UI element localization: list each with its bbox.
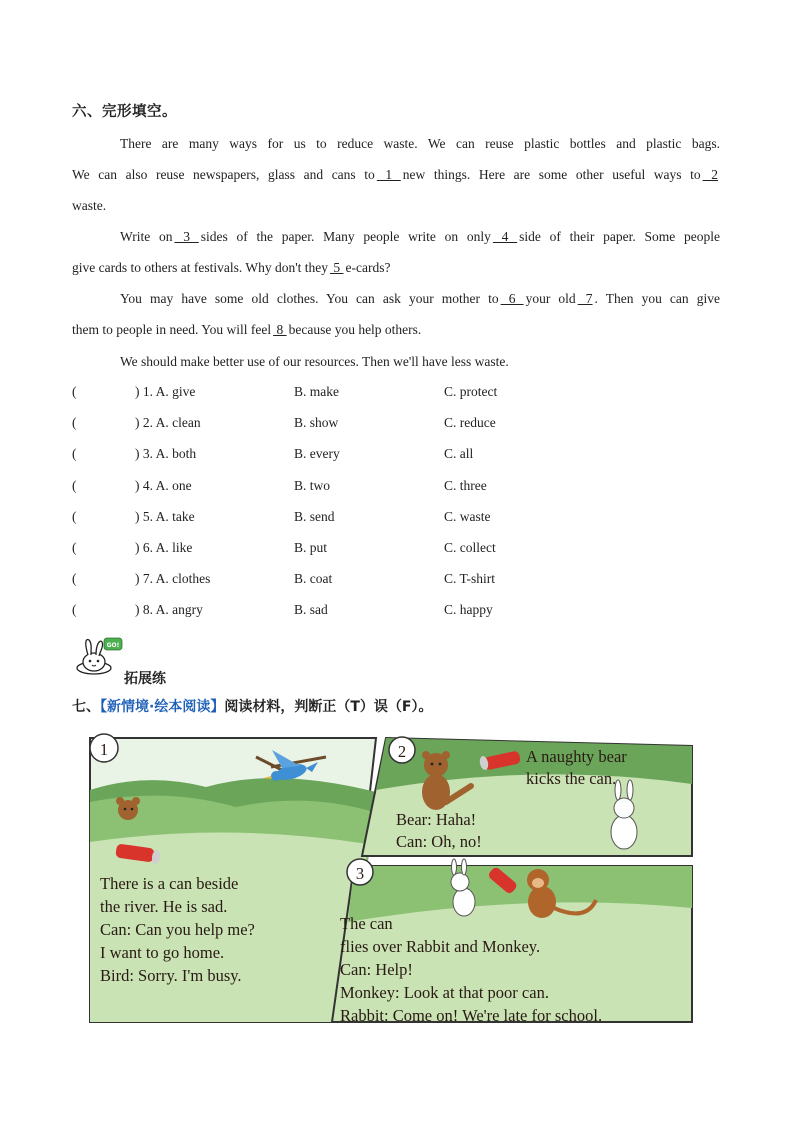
passage-line xyxy=(72,221,720,252)
panel-3-number: 3 xyxy=(355,864,365,883)
passage-text: side of their paper. Some people xyxy=(519,229,720,244)
blank-number: 6 xyxy=(500,291,524,306)
option-a: ) 2. A. clean xyxy=(135,415,201,431)
blank-number: 5 xyxy=(330,260,344,275)
option-row xyxy=(72,409,572,440)
answer-blank[interactable]: ( xyxy=(72,384,77,399)
section-7-title xyxy=(72,696,432,716)
answer-blank[interactable]: ( xyxy=(72,508,77,524)
picture-book-comic xyxy=(86,732,696,1028)
panel-1-line: Can: Can you help me? xyxy=(100,920,255,939)
passage-text: You may have some old clothes. You can ask your mother to xyxy=(120,291,499,306)
answer-blank[interactable]: ( xyxy=(72,539,77,555)
panel-3-line: flies over Rabbit and Monkey. xyxy=(340,937,541,956)
option-b: B. send xyxy=(294,508,335,524)
panel-3-line: Monkey: Look at that poor can. xyxy=(340,983,549,1002)
blank-number: 1 xyxy=(376,167,401,182)
passage-text: Write on xyxy=(120,229,173,244)
section-7-tag: 【新情境·绘本阅读】 xyxy=(100,699,225,715)
passage-text: give cards to others at festivals. Why don't they xyxy=(72,260,328,275)
blank-number: 3 xyxy=(174,229,199,244)
passage-line xyxy=(72,346,720,377)
passage-text: e-cards? xyxy=(345,260,391,275)
blank-number: 7 xyxy=(577,291,593,306)
passage-line xyxy=(72,128,720,159)
option-row xyxy=(72,378,572,409)
answer-blank[interactable]: ( xyxy=(72,477,77,493)
comic-panel-2 xyxy=(362,737,692,856)
panel-1-number: 1 xyxy=(99,740,109,759)
passage-text: . Then you can give xyxy=(594,291,720,306)
panel-2-caption-line: A naughty bear xyxy=(526,747,627,766)
option-row xyxy=(72,596,572,627)
extension-badge xyxy=(74,636,124,681)
panel-2-line: Can: Oh, no! xyxy=(396,832,482,851)
option-a: ) 3. A. both xyxy=(135,446,197,462)
answer-blank[interactable]: ( xyxy=(72,602,77,618)
passage-text: new things. Here are some other useful ways to xyxy=(402,167,701,182)
option-b: B. coat xyxy=(294,571,333,587)
panel-1-line: Bird: Sorry. I'm busy. xyxy=(100,966,242,985)
badge-text: GO! xyxy=(106,642,120,649)
comic-panel-3 xyxy=(332,859,692,1025)
option-b: B. put xyxy=(294,539,328,555)
option-a: ) 8. A. angry xyxy=(135,602,203,618)
passage-line xyxy=(72,283,720,314)
blank-number: 4 xyxy=(492,229,518,244)
option-a: ) 7. A. clothes xyxy=(135,571,211,587)
panel-2-caption-line: kicks the can. xyxy=(526,769,617,788)
option-c: C. collect xyxy=(444,539,496,555)
option-a: ) 5. A. take xyxy=(135,508,195,524)
passage-text: We can also reuse newspapers, glass and cans to xyxy=(72,167,375,182)
option-b: B. two xyxy=(294,477,331,493)
answer-blank[interactable]: ( xyxy=(72,446,77,462)
option-a: ) 6. A. like xyxy=(135,539,193,555)
blank-number: 2 xyxy=(702,167,719,182)
comic-panel-1 xyxy=(90,734,376,1022)
section-7-instruction: 阅读材料，判断正（T）误（F）。 xyxy=(224,699,433,715)
option-c: C. waste xyxy=(444,508,491,524)
option-b: B. make xyxy=(294,384,339,399)
panel-3-line: Rabbit: Come on! We're late for school. xyxy=(340,1006,603,1025)
answer-blank[interactable]: ( xyxy=(72,571,77,587)
panel-3-line: The can xyxy=(340,914,393,933)
panel-1-line: There is a can beside xyxy=(100,874,239,893)
extension-label: 拓展练 xyxy=(124,671,166,687)
passage-text: We should make better use of our resources. Then we'll have less waste. xyxy=(120,354,509,369)
option-c: C. reduce xyxy=(444,415,496,431)
option-c: C. protect xyxy=(444,384,498,399)
section-7-prefix: 七、 xyxy=(72,699,100,715)
option-a: ) 1. A. give xyxy=(135,384,196,399)
passage-text: your old xyxy=(525,291,576,306)
panel-3-line: Can: Help! xyxy=(340,960,413,979)
passage-text: because you help others. xyxy=(288,322,422,337)
option-b: B. every xyxy=(294,446,340,462)
passage-paragraph xyxy=(72,221,720,283)
panel-2-line: Bear: Haha! xyxy=(396,810,477,829)
option-row xyxy=(72,503,572,534)
option-row xyxy=(72,534,572,565)
option-c: C. T-shirt xyxy=(444,571,496,587)
passage-text: them to people in need. You will feel xyxy=(72,322,272,337)
option-c: C. happy xyxy=(444,602,493,618)
panel-1-text xyxy=(100,874,255,985)
option-row xyxy=(72,472,572,503)
option-c: C. all xyxy=(444,446,474,462)
option-row xyxy=(72,440,572,471)
passage-text: There are many ways for us to reduce waste. We can reuse plastic bottles and plastic bags. xyxy=(120,136,720,151)
option-a: ) 4. A. one xyxy=(135,477,192,493)
option-c: C. three xyxy=(444,477,487,493)
passage-text: sides of the paper. Many people write on only xyxy=(200,229,491,244)
answer-options xyxy=(72,378,572,628)
panel-1-line: the river. He is sad. xyxy=(100,897,228,916)
option-row xyxy=(72,565,572,596)
passage-line xyxy=(72,159,720,190)
panel-1-line: I want to go home. xyxy=(100,943,225,962)
passage-line xyxy=(72,314,720,345)
passage-paragraph xyxy=(72,346,720,377)
passage-paragraph xyxy=(72,283,720,345)
panel-2-number: 2 xyxy=(397,742,407,761)
passage-paragraph xyxy=(72,128,720,221)
option-b: B. show xyxy=(294,415,339,431)
passage-text: waste. xyxy=(72,198,107,213)
blank-number: 8 xyxy=(273,322,287,337)
passage-line xyxy=(72,252,720,283)
option-b: B. sad xyxy=(294,602,328,618)
section-6-title: 六、完形填空。 xyxy=(72,104,177,120)
answer-blank[interactable]: ( xyxy=(72,415,77,431)
rabbit-mascot-icon xyxy=(74,636,124,676)
passage-line xyxy=(72,190,720,221)
